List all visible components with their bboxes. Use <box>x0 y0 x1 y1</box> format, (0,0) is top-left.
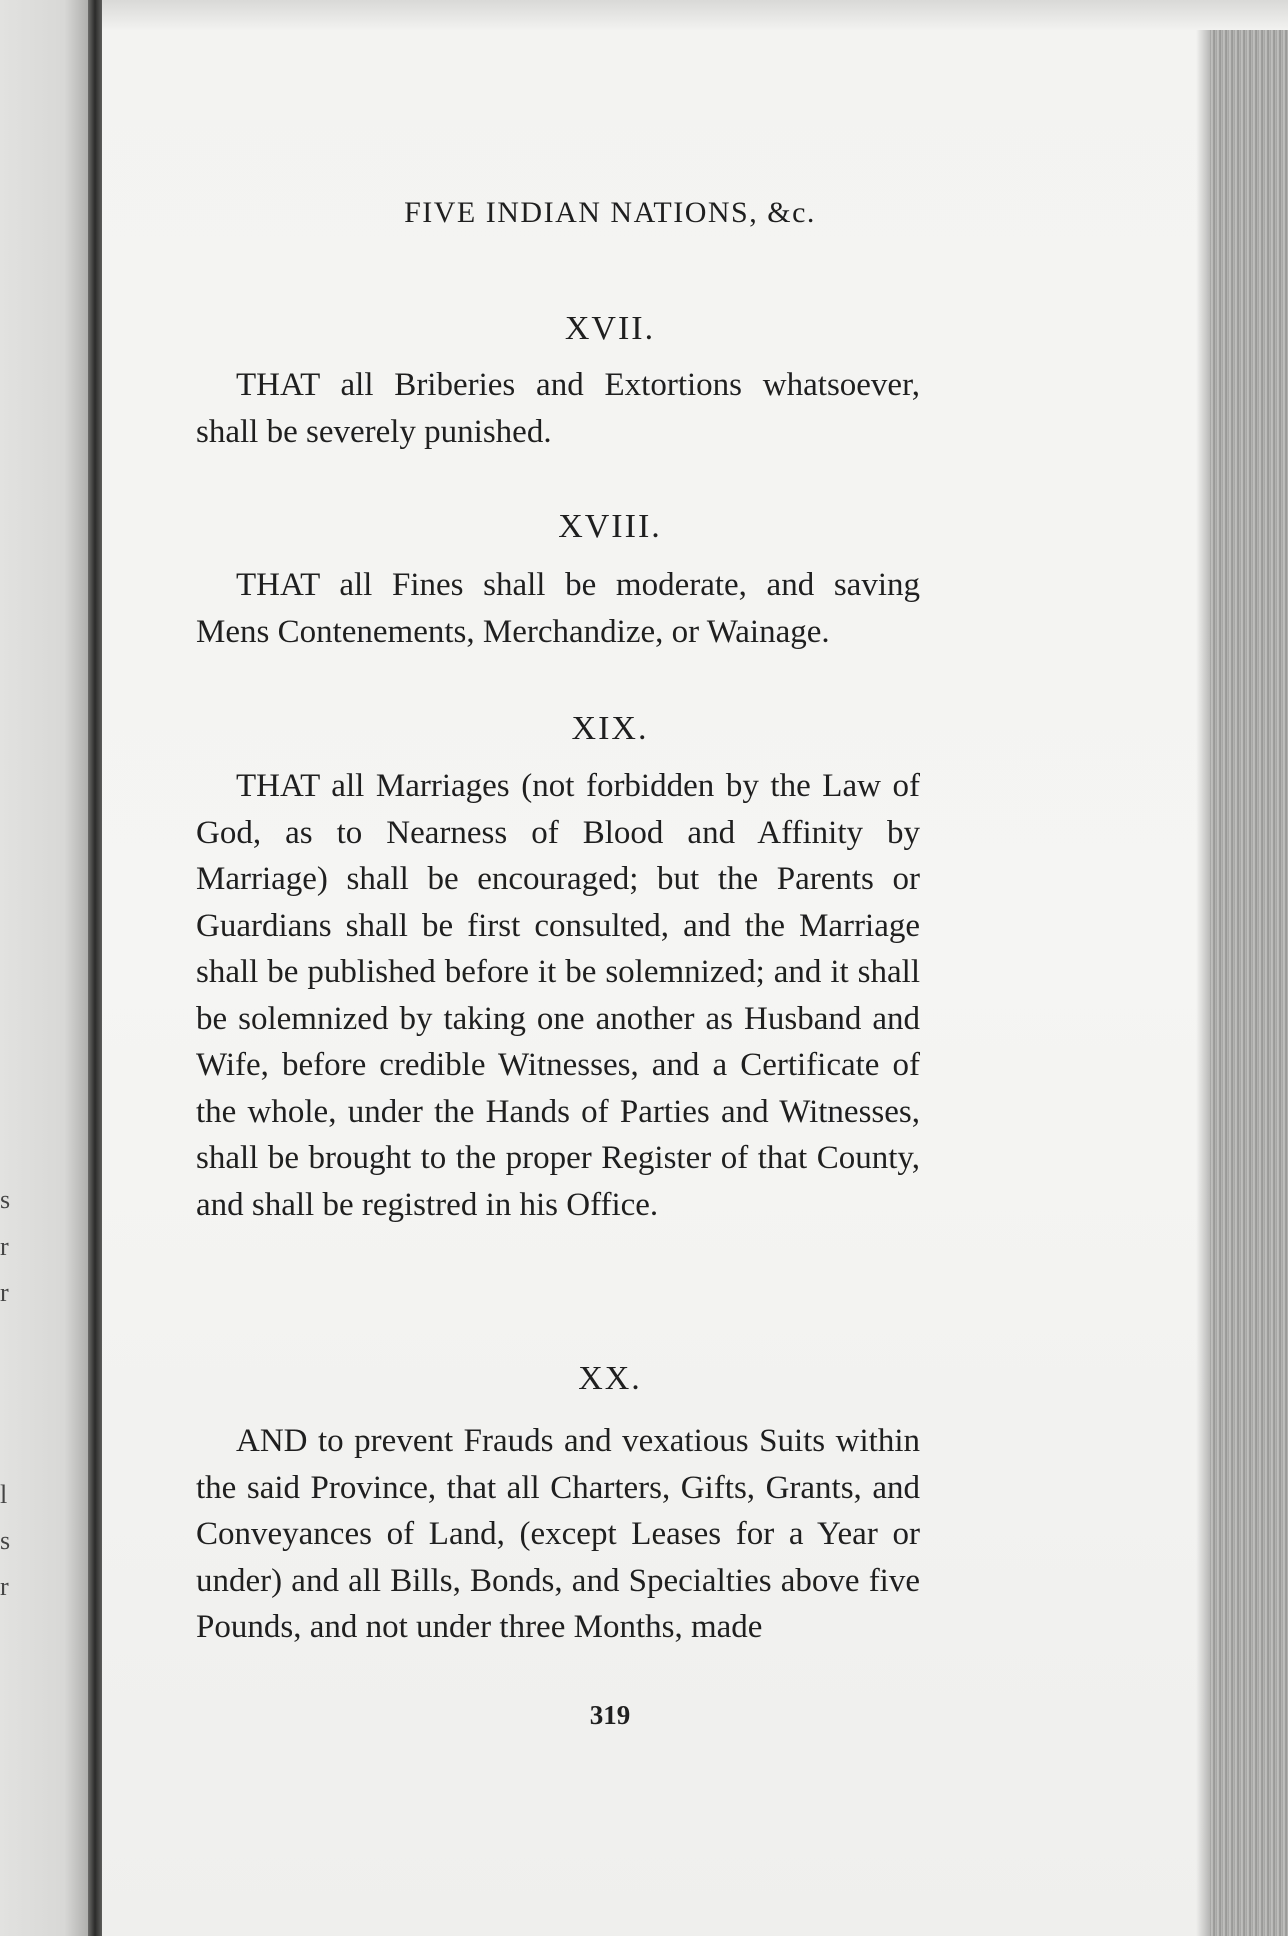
section-paragraph: THAT all Fines shall be moderate, and saving Mens Contenements, Merchandize, or Wainage. <box>196 567 920 650</box>
facing-page-fragment: l <box>0 1480 8 1509</box>
facing-page-fragment: s <box>0 1526 11 1555</box>
running-head: FIVE INDIAN NATIONS, &c. <box>404 196 816 229</box>
facing-page <box>0 0 92 1936</box>
facing-page-fragment: r <box>0 1232 9 1261</box>
page-number: 319 <box>589 1700 631 1730</box>
book-gutter <box>88 0 102 1936</box>
section-paragraph: AND to prevent Frauds and vexatious Suits within the said Province, that all Charters, Gifts, Grants, and Conveyances of Land, (except Leases for a Year or under) and all Bills, Bonds, and Specialties above five Pounds, and not under three Months, made <box>196 1423 920 1645</box>
section-number: XVIII. <box>558 508 662 545</box>
page-fore-edge <box>1210 30 1288 1936</box>
section-paragraph: THAT all Briberies and Extortions whatsoever, shall be severely punished. <box>196 367 920 450</box>
section-number: XIX. <box>571 710 649 747</box>
facing-page-fragment: s <box>0 1185 11 1214</box>
section-number: XX. <box>578 1360 642 1397</box>
facing-page-fragment: r <box>0 1572 9 1601</box>
section-paragraph: THAT all Marriages (not forbidden by the Law of God, as to Nearness of Blood and Affinity by Marriage) shall be encouraged; but the Parents or Guardians shall be first consulted, and the Marriage shall be published before it be solemnized; and it shall be solemnized by taking one another as Husband and Wife, before credible Witnesses, and a Certificate of the whole, under the Hands of Parties and Witnesses, shall be brought to the proper Register of that County, and shall be registred in his Office. <box>196 768 920 1223</box>
page-top-edge <box>102 0 1288 30</box>
section-number: XVII. <box>564 310 656 347</box>
facing-page-fragment: r <box>0 1278 9 1307</box>
